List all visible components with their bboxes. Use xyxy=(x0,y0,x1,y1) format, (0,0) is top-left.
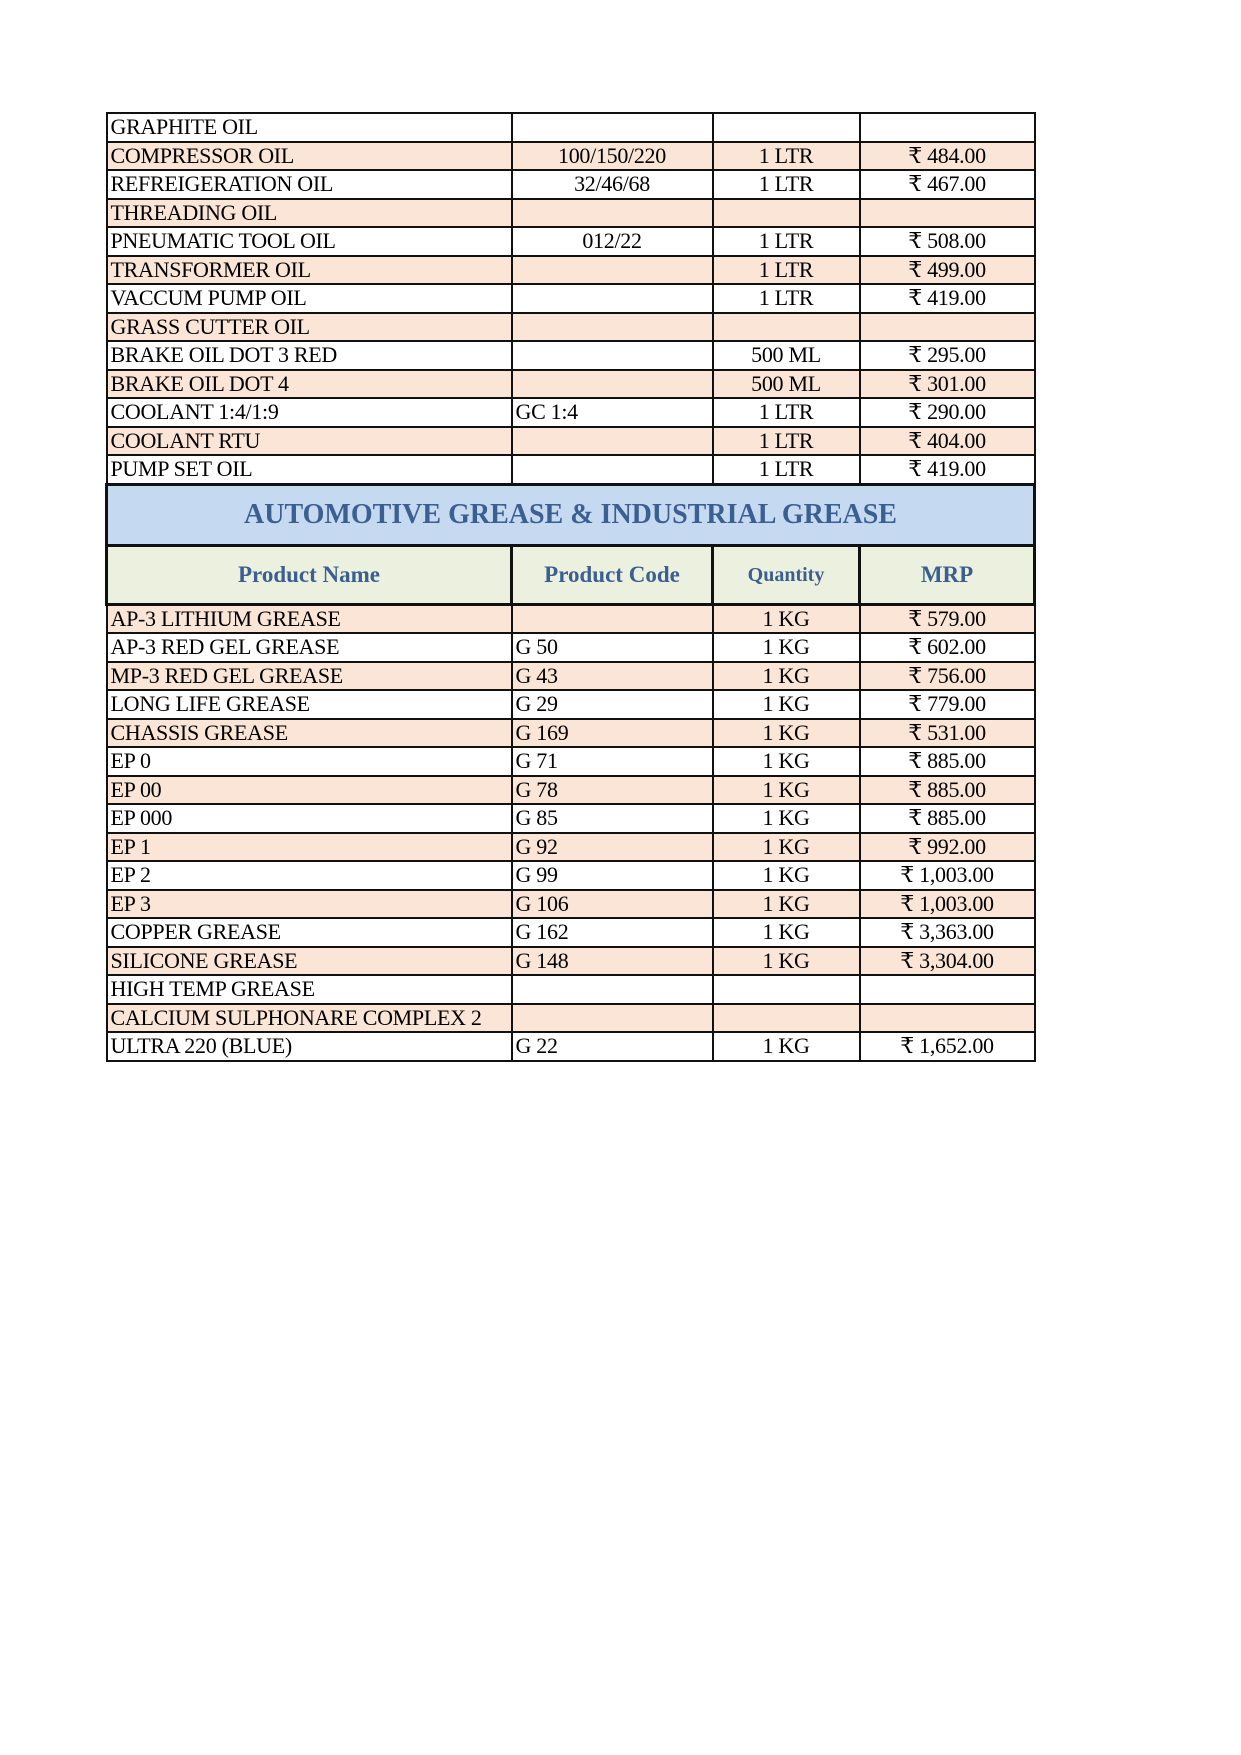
product-code-cell: 32/46/68 xyxy=(512,170,713,199)
table-row xyxy=(107,947,1035,976)
product-name-cell: GRAPHITE OIL xyxy=(107,113,512,142)
product-name-cell: SILICONE GREASE xyxy=(107,947,512,976)
mrp-cell: ₹ 484.00 xyxy=(860,142,1035,171)
product-name-cell: COPPER GREASE xyxy=(107,918,512,947)
header-quantity: Quantity xyxy=(713,545,860,604)
product-name-cell: EP 2 xyxy=(107,861,512,890)
mrp-cell: ₹ 301.00 xyxy=(860,370,1035,399)
header-product-code: Product Code xyxy=(512,545,713,604)
product-code-cell xyxy=(512,313,713,342)
table-row xyxy=(107,142,1035,171)
table-row xyxy=(107,341,1035,370)
quantity-cell: 1 KG xyxy=(713,719,860,748)
quantity-cell: 1 KG xyxy=(713,776,860,805)
product-name-cell: BRAKE OIL DOT 3 RED xyxy=(107,341,512,370)
table-row xyxy=(107,1004,1035,1033)
table-row xyxy=(107,804,1035,833)
product-name-cell: GRASS CUTTER OIL xyxy=(107,313,512,342)
mrp-cell: ₹ 885.00 xyxy=(860,747,1035,776)
product-name-cell: AP-3 LITHIUM GREASE xyxy=(107,604,512,633)
product-name-cell: AP-3 RED GEL GREASE xyxy=(107,633,512,662)
mrp-cell: ₹ 756.00 xyxy=(860,662,1035,691)
product-code-cell: G 169 xyxy=(512,719,713,748)
section-title: AUTOMOTIVE GREASE & INDUSTRIAL GREASE xyxy=(107,484,1035,545)
product-code-cell: G 50 xyxy=(512,633,713,662)
table-row xyxy=(107,604,1035,633)
table-row xyxy=(107,256,1035,285)
quantity-cell: 1 LTR xyxy=(713,398,860,427)
price-list-sheet xyxy=(105,112,1033,1062)
mrp-cell: ₹ 404.00 xyxy=(860,427,1035,456)
quantity-cell: 1 KG xyxy=(713,861,860,890)
table-row xyxy=(107,170,1035,199)
table-row xyxy=(107,427,1035,456)
mrp-cell: ₹ 1,003.00 xyxy=(860,890,1035,919)
table-row xyxy=(107,370,1035,399)
mrp-cell: ₹ 531.00 xyxy=(860,719,1035,748)
mrp-cell: ₹ 885.00 xyxy=(860,776,1035,805)
quantity-cell: 1 KG xyxy=(713,890,860,919)
mrp-cell: ₹ 1,003.00 xyxy=(860,861,1035,890)
quantity-cell: 1 KG xyxy=(713,804,860,833)
product-code-cell xyxy=(512,1004,713,1033)
product-name-cell: CALCIUM SULPHONARE COMPLEX 2 xyxy=(107,1004,512,1033)
table-row xyxy=(107,313,1035,342)
oil-products-body xyxy=(107,113,1035,484)
product-name-cell: EP 000 xyxy=(107,804,512,833)
product-code-cell: G 106 xyxy=(512,890,713,919)
quantity-cell: 1 LTR xyxy=(713,284,860,313)
product-name-cell: HIGH TEMP GREASE xyxy=(107,975,512,1004)
product-name-cell: COMPRESSOR OIL xyxy=(107,142,512,171)
table-row xyxy=(107,113,1035,142)
product-code-cell: G 148 xyxy=(512,947,713,976)
mrp-cell: ₹ 508.00 xyxy=(860,227,1035,256)
price-table xyxy=(105,112,1036,1062)
quantity-cell: 1 LTR xyxy=(713,170,860,199)
product-code-cell: G 99 xyxy=(512,861,713,890)
mrp-cell xyxy=(860,313,1035,342)
quantity-cell: 1 LTR xyxy=(713,455,860,484)
quantity-cell: 500 ML xyxy=(713,341,860,370)
header-product-name: Product Name xyxy=(107,545,512,604)
quantity-cell: 1 KG xyxy=(713,690,860,719)
product-code-cell: G 29 xyxy=(512,690,713,719)
mrp-cell: ₹ 295.00 xyxy=(860,341,1035,370)
product-code-cell: G 78 xyxy=(512,776,713,805)
quantity-cell: 1 KG xyxy=(713,947,860,976)
product-code-cell xyxy=(512,604,713,633)
quantity-cell xyxy=(713,975,860,1004)
column-header-row xyxy=(107,545,1035,604)
quantity-cell: 1 LTR xyxy=(713,427,860,456)
mrp-cell: ₹ 779.00 xyxy=(860,690,1035,719)
table-row xyxy=(107,690,1035,719)
table-row xyxy=(107,861,1035,890)
mrp-cell: ₹ 1,652.00 xyxy=(860,1032,1035,1061)
table-row xyxy=(107,719,1035,748)
product-name-cell: TRANSFORMER OIL xyxy=(107,256,512,285)
product-code-cell: G 43 xyxy=(512,662,713,691)
mrp-cell: ₹ 467.00 xyxy=(860,170,1035,199)
quantity-cell: 500 ML xyxy=(713,370,860,399)
mrp-cell: ₹ 290.00 xyxy=(860,398,1035,427)
quantity-cell: 1 LTR xyxy=(713,142,860,171)
table-row xyxy=(107,975,1035,1004)
product-name-cell: MP-3 RED GEL GREASE xyxy=(107,662,512,691)
section-title-row xyxy=(107,484,1035,545)
table-row xyxy=(107,776,1035,805)
product-code-cell xyxy=(512,113,713,142)
product-name-cell: COOLANT 1:4/1:9 xyxy=(107,398,512,427)
mrp-cell: ₹ 992.00 xyxy=(860,833,1035,862)
table-row xyxy=(107,1032,1035,1061)
product-name-cell: PNEUMATIC TOOL OIL xyxy=(107,227,512,256)
product-name-cell: BRAKE OIL DOT 4 xyxy=(107,370,512,399)
quantity-cell xyxy=(713,199,860,228)
mrp-cell: ₹ 885.00 xyxy=(860,804,1035,833)
grease-section xyxy=(107,484,1035,604)
product-name-cell: CHASSIS GREASE xyxy=(107,719,512,748)
header-mrp: MRP xyxy=(860,545,1035,604)
product-name-cell: COOLANT RTU xyxy=(107,427,512,456)
mrp-cell: ₹ 3,304.00 xyxy=(860,947,1035,976)
table-row xyxy=(107,633,1035,662)
product-code-cell xyxy=(512,370,713,399)
product-code-cell xyxy=(512,975,713,1004)
mrp-cell xyxy=(860,1004,1035,1033)
table-row xyxy=(107,747,1035,776)
quantity-cell: 1 KG xyxy=(713,747,860,776)
product-code-cell xyxy=(512,455,713,484)
quantity-cell xyxy=(713,113,860,142)
product-code-cell: G 92 xyxy=(512,833,713,862)
quantity-cell: 1 KG xyxy=(713,833,860,862)
product-name-cell: EP 0 xyxy=(107,747,512,776)
product-code-cell: G 22 xyxy=(512,1032,713,1061)
product-code-cell xyxy=(512,256,713,285)
grease-products-body xyxy=(107,604,1035,1061)
quantity-cell: 1 KG xyxy=(713,1032,860,1061)
table-row xyxy=(107,227,1035,256)
mrp-cell: ₹ 419.00 xyxy=(860,284,1035,313)
product-code-cell xyxy=(512,199,713,228)
product-code-cell: G 162 xyxy=(512,918,713,947)
table-row xyxy=(107,833,1035,862)
quantity-cell: 1 KG xyxy=(713,604,860,633)
product-name-cell: VACCUM PUMP OIL xyxy=(107,284,512,313)
product-name-cell: THREADING OIL xyxy=(107,199,512,228)
mrp-cell xyxy=(860,199,1035,228)
mrp-cell: ₹ 499.00 xyxy=(860,256,1035,285)
product-code-cell: GC 1:4 xyxy=(512,398,713,427)
product-name-cell: EP 00 xyxy=(107,776,512,805)
mrp-cell: ₹ 579.00 xyxy=(860,604,1035,633)
product-code-cell: G 71 xyxy=(512,747,713,776)
product-code-cell: 012/22 xyxy=(512,227,713,256)
quantity-cell xyxy=(713,313,860,342)
product-name-cell: LONG LIFE GREASE xyxy=(107,690,512,719)
product-code-cell xyxy=(512,427,713,456)
product-name-cell: PUMP SET OIL xyxy=(107,455,512,484)
product-name-cell: EP 3 xyxy=(107,890,512,919)
table-row xyxy=(107,199,1035,228)
mrp-cell xyxy=(860,113,1035,142)
table-row xyxy=(107,890,1035,919)
mrp-cell xyxy=(860,975,1035,1004)
product-name-cell: EP 1 xyxy=(107,833,512,862)
product-code-cell xyxy=(512,284,713,313)
table-row xyxy=(107,284,1035,313)
product-code-cell: 100/150/220 xyxy=(512,142,713,171)
mrp-cell: ₹ 3,363.00 xyxy=(860,918,1035,947)
mrp-cell: ₹ 419.00 xyxy=(860,455,1035,484)
quantity-cell: 1 KG xyxy=(713,918,860,947)
quantity-cell: 1 KG xyxy=(713,633,860,662)
table-row xyxy=(107,455,1035,484)
mrp-cell: ₹ 602.00 xyxy=(860,633,1035,662)
quantity-cell: 1 LTR xyxy=(713,227,860,256)
table-row xyxy=(107,918,1035,947)
table-row xyxy=(107,662,1035,691)
quantity-cell: 1 LTR xyxy=(713,256,860,285)
table-row xyxy=(107,398,1035,427)
product-code-cell xyxy=(512,341,713,370)
product-code-cell: G 85 xyxy=(512,804,713,833)
quantity-cell: 1 KG xyxy=(713,662,860,691)
product-name-cell: ULTRA 220 (BLUE) xyxy=(107,1032,512,1061)
quantity-cell xyxy=(713,1004,860,1033)
product-name-cell: REFREIGERATION OIL xyxy=(107,170,512,199)
